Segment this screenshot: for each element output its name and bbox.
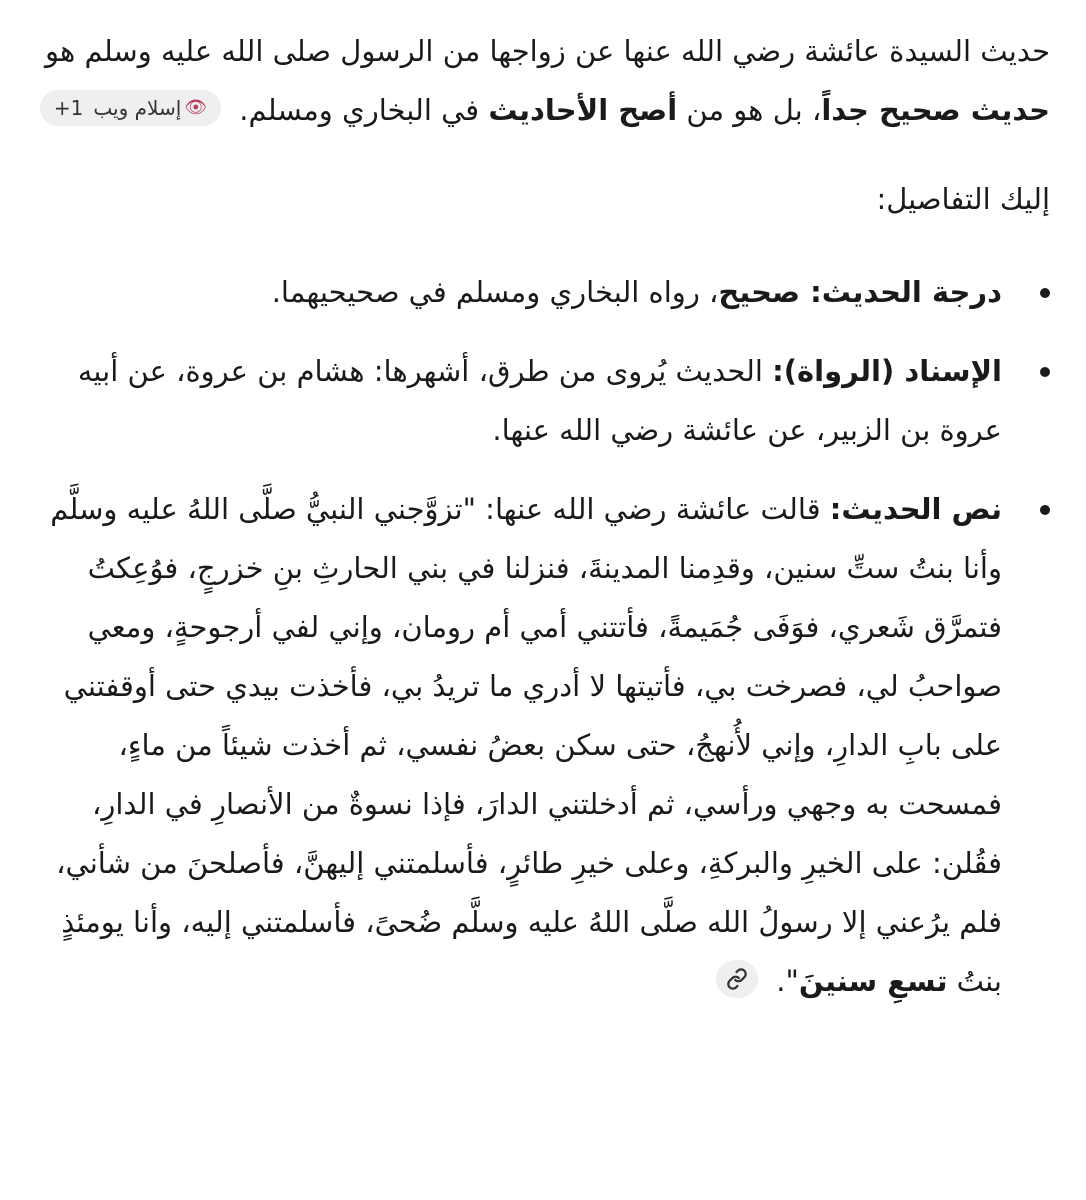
intro-text-1: حديث السيدة عائشة رضي الله عنها عن زواجها من الرسول صلى الله عليه وسلم هو (45, 34, 1050, 68)
list-item-hadith-text (32, 480, 1002, 1011)
intro-bold-1: حديث صحيح جداً (821, 93, 1050, 127)
list-item-text: ، رواه البخاري ومسلم في صحيحيهما. (271, 275, 719, 309)
intro-bold-2: أصح الأحاديث (488, 93, 678, 127)
list-item-emphasis: تسعِ سنينَ (798, 964, 948, 998)
list-item-grade (32, 263, 1002, 322)
intro-text-2: ، بل هو من (677, 93, 822, 127)
link-icon (726, 968, 748, 990)
list-item-label: نص الحديث: (829, 492, 1002, 526)
list-item-label: درجة الحديث: (810, 275, 1002, 309)
list-item-isnad (32, 342, 1002, 460)
source-logo-icon: 👁 (184, 97, 208, 118)
copy-link-button[interactable] (716, 960, 758, 998)
list-item-label: الإسناد (الرواة): (772, 354, 1002, 388)
list-item-emphasis: صحيح (718, 275, 811, 309)
source-chip-more: +1 (53, 96, 84, 120)
details-heading: إليك التفاصيل: (876, 182, 1050, 216)
source-chip[interactable] (40, 90, 221, 126)
source-chip-label: إسلام ويب (93, 96, 182, 120)
intro-paragraph (32, 22, 1050, 140)
list-item-tail: ". (776, 964, 799, 998)
details-list (32, 263, 1050, 1011)
list-item-text: قالت عائشة رضي الله عنها: "تزوَّجني النبيُّ صلَّى اللهُ عليه وسلَّم وأنا بنتُ ستِّ سنين، وقدِمنا المدينةَ، فنزلنا في بني الحارثِ بنِ خزرجٍ، فوُعِكتُ فتمرَّق شَعري، فوَفَى جُمَيمةً، فأتتني أمي أم رومان، وإني لفي أرجوحةٍ، ومعي صواحبُ لي، فصرخت بي، فأتيتها لا أدري ما تريدُ بي، فأخذت بيدي حتى أوقفتني على بابِ الدارِ، وإني لأُنهجُ، حتى سكن بعضُ نفسي، ثم أخذت شيئاً من ماءٍ، فمسحت به وجهي ورأسي، ثم أدخلتني الدارَ، فإذا نسوةٌ من الأنصارِ في الدارِ، فقُلن: على الخيرِ والبركةِ، وعلى خيرِ طائرٍ، فأسلمتني إليهنَّ، فأصلحنَ من شأني، فلم يرُعني إلا رسولُ الله صلَّى اللهُ عليه وسلَّم ضُحىً، فأسلمتني إليه، وأنا يومئذٍ بنتُ (50, 492, 1002, 998)
list-item-text: الحديث يُروى من طرق، أشهرها: هشام بن عروة، عن أبيه عروة بن الزبير، عن عائشة رضي الله عنها. (77, 354, 1002, 447)
intro-text-3: في البخاري ومسلم. (239, 93, 489, 127)
